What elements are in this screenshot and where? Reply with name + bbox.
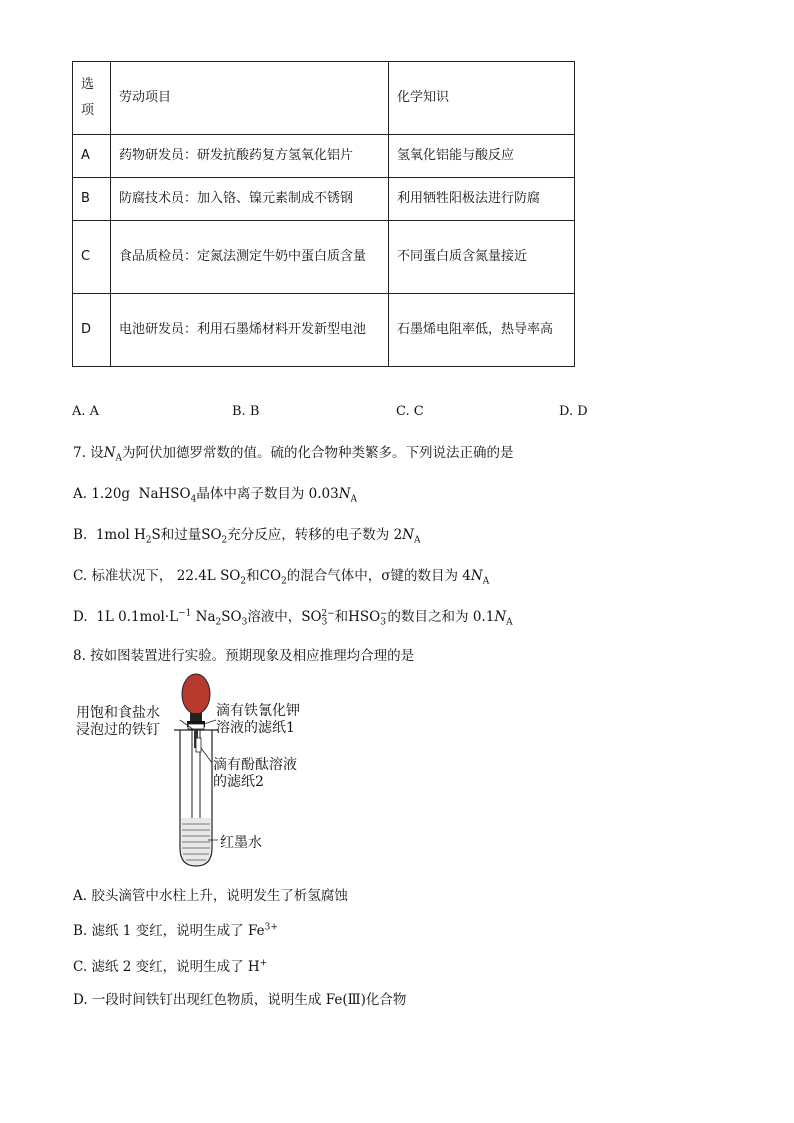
q6-option-a[interactable]: A. A (72, 404, 100, 419)
label-nail: 用饱和食盐水 (76, 705, 160, 721)
dropper-neck (190, 713, 202, 721)
q7-option-d[interactable]: D. 1L $0.1mol\cdot L^{-1}$ $Na_2SO_3$溶液中，$SO_3^{2-}$和$HSO_3^-$的数目之和为 $0.1N_A$ (73, 608, 513, 628)
cell-option: B (73, 178, 111, 221)
cell-project: 食品质检员：定氮法测定牛奶中蛋白质含量 (111, 221, 389, 294)
q8-option-c[interactable]: C. 滤纸 2 变红，说明生成了 H+ (73, 958, 268, 975)
cell-knowledge: 石墨烯电阻率低，热导率高 (389, 294, 575, 367)
table-row (73, 178, 575, 221)
options-table (72, 61, 575, 367)
label-paper1: 滴有铁氰化钾 (216, 703, 300, 719)
q8-stem: 8. 按如图装置进行实验。预期现象及相应推理均合理的是 (73, 648, 415, 664)
cell-option: A (73, 135, 111, 178)
q7-option-a[interactable]: A. 1.20g NaHSO$_4$晶体中离子数目为 $0.03N_A$ (73, 486, 357, 505)
label-paper1-2: 溶液的滤纸1 (216, 720, 295, 736)
cell-project: 防腐技术员：加入铬、镍元素制成不锈钢 (111, 178, 389, 221)
q7-option-c[interactable]: C. 标准状况下， 22.4L $SO_2$和$CO_2$的混合气体中，σ键的数目为 $4N_A$ (73, 568, 490, 587)
table-header-row (73, 62, 575, 135)
filter-paper-2 (196, 738, 201, 752)
header-knowledge: 化学知识 (389, 62, 575, 135)
q6-option-d[interactable]: D. D (559, 404, 588, 419)
filter-paper-1 (188, 724, 204, 729)
header-project: 劳动项目 (111, 62, 389, 135)
q8-option-b[interactable]: B. 滤纸 1 变红，说明生成了 $Fe^{3+}$ (73, 922, 278, 939)
table-row (73, 221, 575, 294)
cell-project: 电池研发员：利用石墨烯材料开发新型电池 (111, 294, 389, 367)
cell-knowledge: 氢氧化铝能与酸反应 (389, 135, 575, 178)
table-row (73, 135, 575, 178)
q8-option-d[interactable]: D. 一段时间铁钉出现红色物质，说明生成 Fe(Ⅲ)化合物 (73, 992, 407, 1008)
label-red-ink: 红墨水 (220, 835, 262, 851)
cell-option: C (73, 221, 111, 294)
dropper-bulb (182, 674, 210, 714)
q6-option-c[interactable]: C. C (396, 404, 424, 419)
red-ink-liquid (181, 818, 211, 865)
q8-option-a[interactable]: A. 胶头滴管中水柱上升，说明发生了析氢腐蚀 (73, 888, 348, 904)
cell-knowledge: 不同蛋白质含氮量接近 (389, 221, 575, 294)
table-row (73, 294, 575, 367)
cell-knowledge: 利用牺牲阳极法进行防腐 (389, 178, 575, 221)
q6-option-b[interactable]: B. B (232, 404, 260, 419)
label-paper2-2: 的滤纸2 (213, 774, 264, 790)
label-nail-2: 浸泡过的铁钉 (76, 722, 160, 738)
cell-option: D (73, 294, 111, 367)
q7-option-b[interactable]: B. 1mol $H_2S$和过量$SO_2$充分反应，转移的电子数为 $2N_A$ (73, 527, 421, 546)
label-paper2: 滴有酚酞溶液 (213, 757, 297, 773)
apparatus-figure (70, 668, 330, 878)
header-option: 选 项 (73, 62, 111, 135)
q7-stem: 7. 设$N_A$为阿伏加德罗常数的值。硫的化合物种类繁多。下列说法正确的是 (73, 445, 514, 464)
cell-project: 药物研发员：研发抗酸药复方氢氧化铝片 (111, 135, 389, 178)
